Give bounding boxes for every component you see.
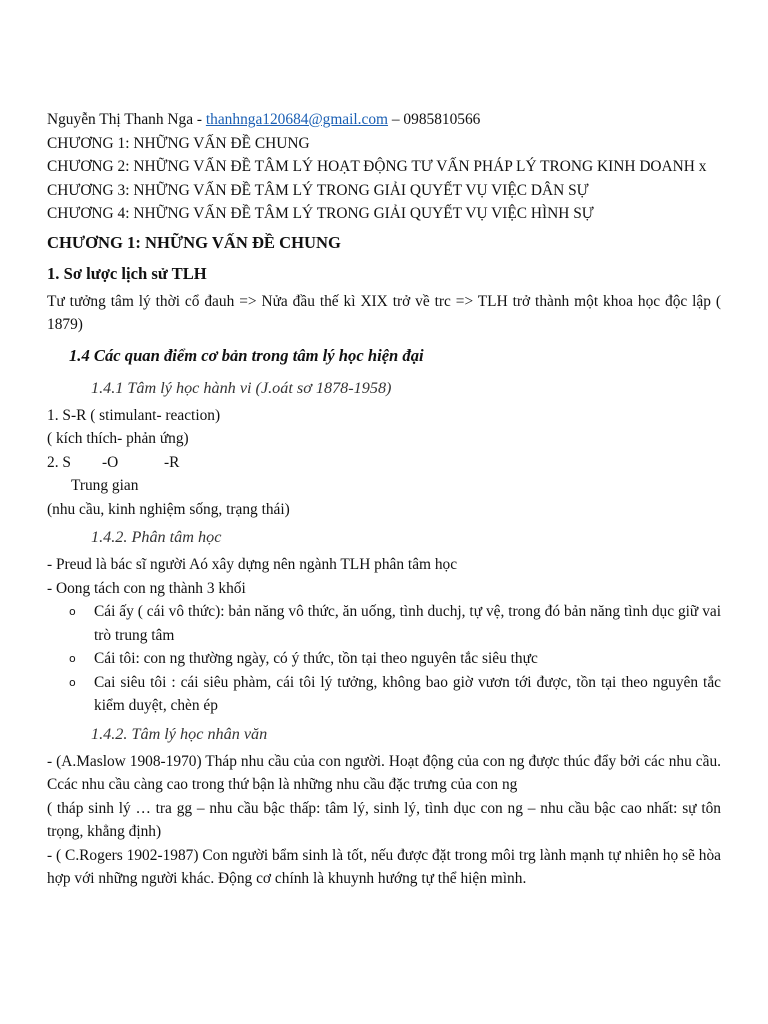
humanistic-paragraph-1: - (A.Maslow 1908-1970) Tháp nhu cầu của con người. Hoạt động của con ng được thúc đẩy bởi các nhu cầu. Ccác nhu cầu càng cao trong thứ bận là những nhu cầu đặc trưng của con ng <box>47 752 721 793</box>
humanistic-paragraph-3: - ( C.Rogers 1902-1987) Con người bẩm sinh là tốt, nếu được đặt trong môi trg lành mạnh tự nhiên họ sẽ hòa hợp với những người khác. Động cơ chính là khuynh hướng tự thể hiện mình. <box>47 846 721 887</box>
list-item <box>47 600 721 647</box>
sor-o: -O <box>102 453 119 471</box>
chapter-1-heading: CHƯƠNG 1: NHỮNG VẤN ĐỀ CHUNG <box>47 232 341 252</box>
humanistic-heading: 1.4.2. Tâm lý học nhân văn <box>91 724 268 743</box>
bullet-text: Cái tôi: con ng thường ngày, có ý thức, tồn tại theo nguyên tắc siêu thực <box>94 650 538 667</box>
bullet-text: Cai siêu tôi : cái siêu phàm, cái tôi lý tưởng, không bao giờ vươn tới được, tồn tại theo nguyên tắc kiểm duyệt, chèn ép <box>94 673 721 714</box>
psychoanalysis-line-1: - Preud là bác sĩ người Aó xây dựng nên ngành TLH phân tâm học <box>47 556 458 573</box>
list-item <box>47 647 721 671</box>
intermediate-note: (nhu cầu, kinh nghiệm sống, trạng thái) <box>47 500 290 518</box>
toc-line-4: CHƯƠNG 4: NHỮNG VẤN ĐỀ TÂM LÝ TRONG GIẢI QUYẾT VỤ VIỆC HÌNH SỰ <box>47 205 594 222</box>
bullet-circle-icon: o <box>69 652 76 665</box>
author-name: Nguyễn Thị Thanh Nga - <box>47 111 206 128</box>
author-phone: – 0985810566 <box>388 111 481 128</box>
bullet-text: Cái ấy ( cái vô thức): bản năng vô thức, ăn uống, tình duchj, tự vệ, trong đó bản năng tình dục giữ vai trò trung tâm <box>94 603 721 644</box>
bullet-circle-icon: o <box>69 675 76 689</box>
section-1-4-heading: 1.4 Các quan điểm cơ bản trong tâm lý học hiện đại <box>69 345 424 365</box>
toc-line-2: CHƯƠNG 2: NHỮNG VẤN ĐỀ TÂM LÝ HOẠT ĐỘNG TƯ VẤN PHÁP LÝ TRONG KINH DOANH x <box>47 158 707 175</box>
sor-r: -R <box>164 453 180 471</box>
section-1-heading: 1. Sơ lược lịch sử TLH <box>47 263 207 283</box>
intermediate-label: Trung gian <box>71 477 139 494</box>
toc-line-3: CHƯƠNG 3: NHỮNG VẤN ĐỀ TÂM LÝ TRONG GIẢI QUYẾT VỤ VIỆC DÂN SỰ <box>47 181 589 199</box>
sor-line <box>47 451 721 475</box>
behaviorism-heading: 1.4.1 Tâm lý học hành vi (J.oát sơ 1878-1958) <box>91 378 392 397</box>
email-link[interactable]: thanhnga120684@gmail.com <box>205 111 389 128</box>
psychoanalysis-bullets <box>47 600 721 718</box>
section-1-paragraph: Tư tưởng tâm lý thời cổ đauh => Nửa đầu thế kì XIX trở về trc => TLH trở thành một khoa học độc lập ( 1879) <box>47 292 721 333</box>
humanistic-paragraph-2: ( tháp sinh lý … tra gg – nhu cầu bậc thấp: tâm lý, sinh lý, tình dục con ng – nhu cầu bậc cao nhất: sự tôn trọng, khẳng định) <box>47 799 721 840</box>
author-line <box>47 108 721 132</box>
sor-s: 2. S <box>47 453 71 471</box>
sr-line: 1. S-R ( stimulant- reaction) <box>47 406 221 424</box>
document-page <box>47 108 721 891</box>
psychoanalysis-heading: 1.4.2. Phân tâm học <box>91 528 222 546</box>
bullet-circle-icon: o <box>69 605 76 618</box>
list-item <box>47 671 721 718</box>
sr-vi-line: ( kích thích- phản ứng) <box>47 430 189 447</box>
psychoanalysis-line-2: - Oong tách con ng thành 3 khối <box>47 579 246 597</box>
toc-line-1: CHƯƠNG 1: NHỮNG VẤN ĐỀ CHUNG <box>47 134 310 152</box>
